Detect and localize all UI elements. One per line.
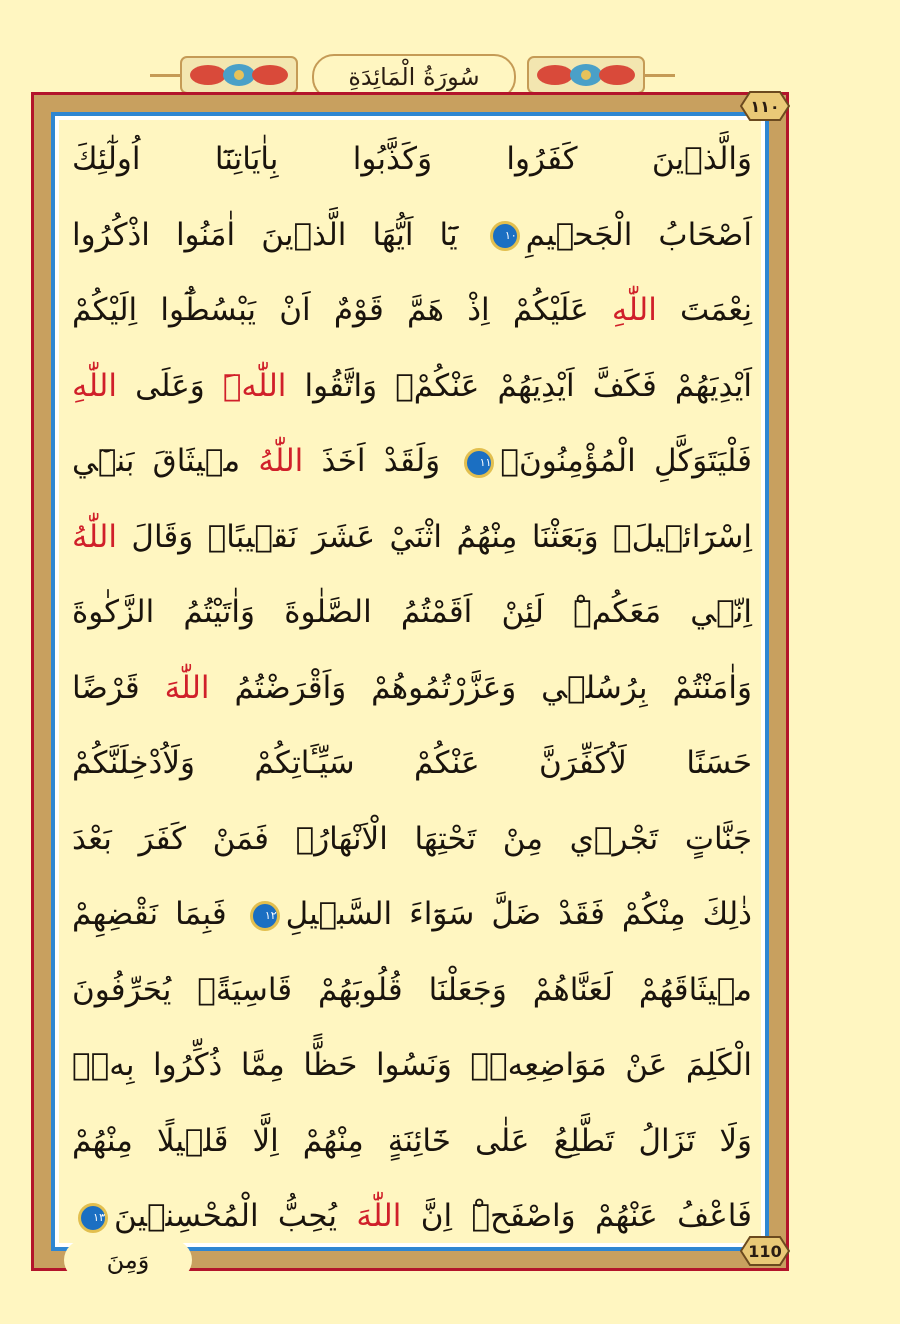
verse-text: اَصْحَابُ الْجَحٖيمِ <box>525 216 752 253</box>
divine-name: اللّٰهَ <box>356 1198 402 1234</box>
verse-text: مٖيثَاقَ بَنٖٓي <box>72 443 259 479</box>
ayah-number-marker: ١١ <box>464 448 494 478</box>
verse-line <box>72 877 752 953</box>
verse-text: اِسْرَٓائٖيلَۚ وَبَعَثْنَا مِنْهُمُ اثْنَيْ عَشَرَ نَقٖيبًاۜ وَقَالَ <box>116 518 752 555</box>
verse-text: اَيْدِيَهُمْ فَكَفَّ اَيْدِيَهُمْ عَنْكُمْۚ وَاتَّقُوا <box>286 367 752 404</box>
verse-text: نِعْمَتَ <box>656 292 752 328</box>
divine-name: اللّٰهُ <box>72 518 117 555</box>
verse-line <box>72 575 752 651</box>
header-rule-right <box>640 74 675 77</box>
verse-text: فَبِمَا نَقْضِهِمْ <box>72 896 227 932</box>
verse-text: فَاعْفُ عَنْهُمْ وَاصْفَحْۜ اِنَّ <box>401 1198 752 1234</box>
verse-line <box>72 802 752 878</box>
verse-text: وَالَّذٖينَ كَفَرُوا وَكَذَّبُوا بِاٰيَاتِنَٓا اُولٰٓئِكَ <box>72 141 752 177</box>
ayah-number-marker: ١٢ <box>250 901 280 931</box>
surah-title: سُورَةُ الْمَائِدَةِ <box>348 63 480 91</box>
ornament-left-icon <box>180 56 298 94</box>
verse-text: وَعَلَى <box>116 367 223 404</box>
verse-line <box>72 349 752 425</box>
verse-text: يُحِبُّ الْمُحْسِنٖينَ <box>114 1198 357 1234</box>
verse-line <box>72 726 752 802</box>
divine-name: اللّٰهِ <box>72 367 117 404</box>
ayah-number-marker: ١٣ <box>78 1203 108 1233</box>
verse-text: اِنّٖي مَعَكُمْۜ لَئِنْ اَقَمْتُمُ الصَّلٰوةَ وَاٰتَيْتُمُ الزَّكٰوةَ <box>72 594 752 630</box>
verse-text: ذٰلِكَ مِنْكُمْ فَقَدْ ضَلَّ سَوَٓاءَ السَّبٖيلِ <box>285 896 752 932</box>
verse-line <box>72 500 752 576</box>
verse-text: وَلَقَدْ اَخَذَ <box>303 443 441 479</box>
verse-line <box>72 198 752 274</box>
divine-name: اللّٰهِ <box>611 292 657 328</box>
verse-line <box>72 122 752 198</box>
verse-line <box>72 953 752 1029</box>
catchword-text: وَمِنَ <box>106 1246 150 1274</box>
verse-text: مٖيثَاقَهُمْ لَعَنَّاهُمْ وَجَعَلْنَا قُلُوبَهُمْ قَاسِيَةًۚ يُحَرِّفُونَ <box>72 971 752 1008</box>
verse-text: قَرْضًا <box>72 669 165 706</box>
verse-text: يَٓا اَيُّهَا الَّذٖينَ اٰمَنُوا اذْكُرُوا <box>72 216 458 253</box>
verse-line <box>72 273 752 349</box>
verse-line <box>72 651 752 727</box>
catchword <box>64 1240 192 1280</box>
verse-line <box>72 424 752 500</box>
divine-name: اللّٰهُ <box>258 443 304 479</box>
verse-text: حَسَنًا لَاُكَفِّرَنَّ عَنْكُمْ سَيِّـَٔاتِكُمْ وَلَاُدْخِلَنَّكُمْ <box>72 745 752 781</box>
page-number-top-label: ١١٠ <box>750 96 780 116</box>
ornament-right-icon <box>527 56 645 94</box>
verse-text: عَلَيْكُمْ اِذْ هَمَّ قَوْمٌ اَنْ يَبْسُطُٓوا اِلَيْكُمْ <box>72 292 612 328</box>
verse-text: الْكَلِمَ عَنْ مَوَاضِعِهٖۙ وَنَسُوا حَظًّا مِمَّا ذُكِّرُوا بِهٖۚ <box>72 1047 752 1083</box>
divine-name: اللّٰهَ <box>164 669 210 706</box>
verse-line <box>72 1104 752 1180</box>
verse-text: وَاٰمَنْتُمْ بِرُسُلٖي وَعَزَّرْتُمُوهُمْ وَاَقْرَضْتُمُ <box>209 669 752 706</box>
page-number-bottom-label: 110 <box>748 1241 782 1261</box>
verse-text: وَلَا تَزَالُ تَطَّلِعُ عَلٰى خَٓائِنَةٍ مِنْهُمْ اِلَّا قَلٖيلًا مِنْهُمْ <box>72 1122 752 1159</box>
verse-line <box>72 1028 752 1104</box>
page-number-top <box>740 90 790 122</box>
divine-name: اللّٰهَۜ <box>222 367 287 404</box>
verse-text: فَلْيَتَوَكَّلِ الْمُؤْمِنُونَ۟ <box>500 443 753 479</box>
ayah-number-marker: ١٠ <box>490 221 520 251</box>
verse-lines <box>72 122 752 1255</box>
verse-text: جَنَّاتٍ تَجْرٖي مِنْ تَحْتِهَا الْاَنْهَارُۚ فَمَنْ كَفَرَ بَعْدَ <box>72 820 752 857</box>
